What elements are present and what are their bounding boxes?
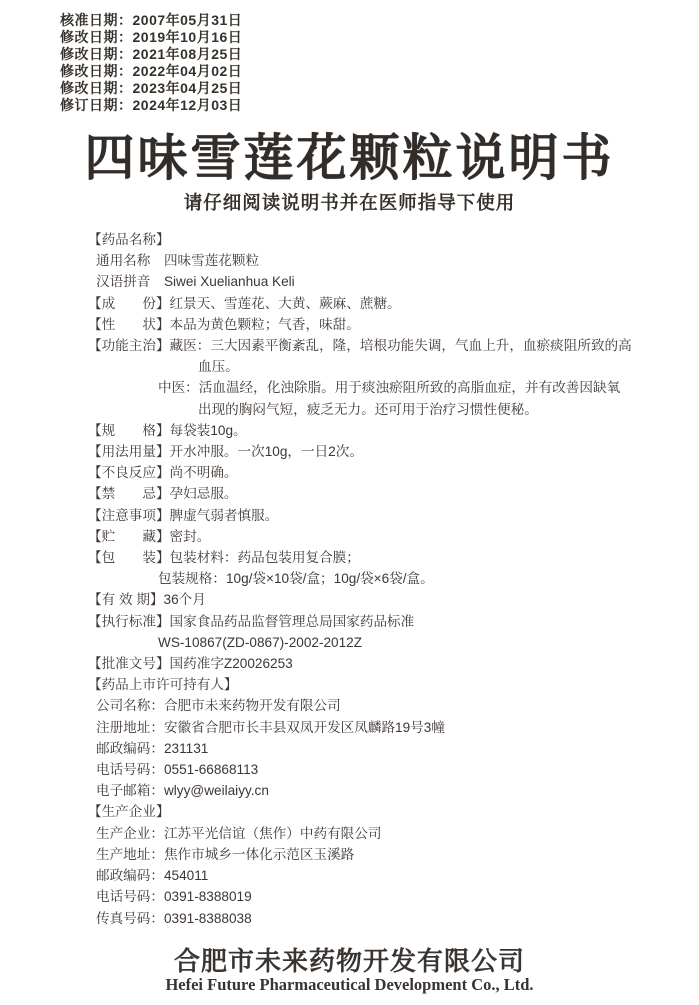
footer-company-name-en: Hefei Future Pharmaceutical Development Co., Ltd.: [165, 975, 534, 994]
section-packaging: 【包 装】包装材料：药品包装用复合膜；: [88, 550, 360, 566]
indications-tcm-cont: 出现的胸闷气短，疲乏无力。还可用于治疗习惯性便秘。: [198, 401, 538, 417]
mah-company-name: 公司名称：合肥市未来药物开发有限公司: [96, 698, 341, 714]
manufacturer-name: 生产企业：江苏平光信谊（焦作）中药有限公司: [96, 825, 382, 841]
date-label: 核准日期：: [60, 12, 133, 28]
revision-date-row: [60, 97, 242, 114]
section-drug-name: 【药品名称】: [88, 232, 170, 247]
revision-date-row: [60, 46, 242, 63]
section-approval-number: 【批准文号】国药准字Z20026253: [88, 656, 293, 672]
date-label: 修改日期：: [60, 29, 133, 45]
revision-date-row: [60, 80, 242, 97]
mah-registered-address: 注册地址：安徽省合肥市长丰县双凤开发区凤麟路19号3幢: [96, 719, 445, 735]
section-adverse-reactions: 【不良反应】尚不明确。: [88, 465, 238, 481]
date-label: 修改日期：: [60, 46, 133, 62]
date-label: 修订日期：: [60, 97, 133, 113]
section-precautions: 【注意事项】脾虚气弱者慎服。: [88, 507, 279, 523]
usage-notice: 请仔细阅读说明书并在医师指导下使用: [183, 192, 516, 213]
date-value: 2021年08月25日: [132, 46, 243, 62]
manufacturer-address: 生产地址：焦作市城乡一体化示范区玉溪路: [96, 846, 355, 862]
section-ingredients: 【成 份】红景天、雪莲花、大黄、蕨麻、蔗糖。: [88, 295, 401, 311]
section-description: 【性 状】本品为黄色颗粒；气香，味甜。: [88, 316, 360, 332]
section-manufacturer-header: 【生产企业】: [88, 804, 170, 820]
standard-code-cont: WS-10867(ZD-0867)-2002-2012Z: [158, 634, 363, 650]
manufacturer-fax: 传真号码：0391-8388038: [96, 910, 252, 926]
date-label: 修改日期：: [60, 80, 133, 96]
manufacturer-postcode: 邮政编码：454011: [96, 868, 209, 884]
mah-phone: 电话号码：0551-66868113: [96, 762, 259, 778]
section-indications-tibetan: 【功能主治】藏医：三大因素平衡紊乱，隆，培根功能失调，气血上升，血瘀痰阻所致的高: [88, 338, 632, 354]
date-value: 2022年04月02日: [132, 63, 243, 79]
field-pinyin: 汉语拼音 Siwei Xuelianhua Keli: [96, 274, 295, 290]
revision-date-row: [60, 29, 242, 46]
section-specification: 【规 格】每袋装10g。: [88, 422, 247, 438]
revision-date-row: [60, 63, 242, 80]
date-label: 修改日期：: [60, 63, 133, 79]
mah-email: 电子邮箱：wlyy@weilaiyy.cn: [96, 783, 269, 799]
section-validity: 【有 效 期】36个月: [88, 592, 206, 608]
section-standard: 【执行标准】国家食品药品监督管理总局国家药品标准: [88, 613, 415, 629]
indications-tibetan-cont: 血压。: [198, 359, 239, 375]
section-dosage: 【用法用量】开水冲服。一次10g，一日2次。: [88, 444, 363, 460]
packaging-spec-cont: 包装规格：10g/袋×10袋/盒；10g/袋×6袋/盒。: [158, 571, 434, 587]
date-value: 2024年12月03日: [132, 97, 243, 113]
indications-tcm: 中医：活血温经，化浊除脂。用于痰浊瘀阻所致的高脂血症，并有改善因缺氧: [158, 380, 621, 396]
insert-body: [88, 229, 679, 929]
section-contraindications: 【禁 忌】孕妇忌服。: [88, 486, 238, 502]
footer-company-name-cn: 合肥市未来药物开发有限公司: [173, 947, 525, 976]
manufacturer-phone: 电话号码：0391-8388019: [96, 889, 252, 905]
field-generic-name: 通用名称 四味雪莲花颗粒: [96, 253, 260, 269]
date-value: 2023年04月25日: [132, 80, 243, 96]
page-title: 四味雪莲花颗粒说明书: [84, 130, 615, 186]
mah-postcode: 邮政编码：231131: [96, 740, 209, 756]
revision-dates-block: [60, 12, 242, 114]
date-value: 2007年05月31日: [132, 12, 243, 28]
section-storage: 【贮 藏】密封。: [88, 528, 211, 544]
section-mah-header: 【药品上市许可持有人】: [88, 677, 238, 693]
approval-date-row: [60, 12, 242, 29]
date-value: 2019年10月16日: [132, 29, 243, 45]
